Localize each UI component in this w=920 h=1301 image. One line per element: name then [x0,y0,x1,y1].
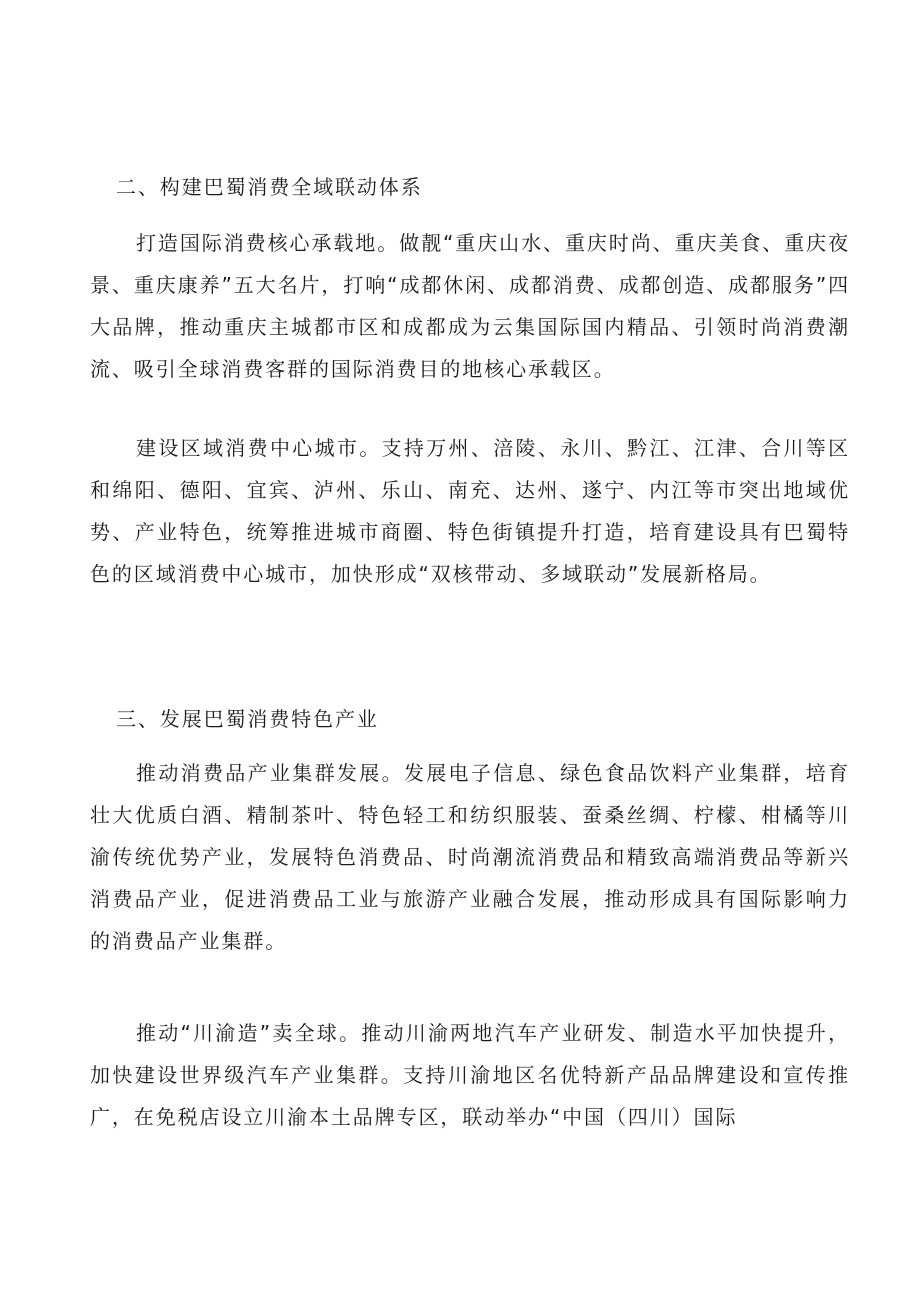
paragraph-consumer-goods-clusters: 推动消费品产业集群发展。发展电子信息、绿色食品饮料产业集群，培育壮大优质白酒、精制茶叶、特色轻工和纺织服装、蚕桑丝绸、柠檬、柑橘等川渝传统优势产业，发展特色消费品、时尚潮流消费品和精致高端消费品等新兴消费品产业，促进消费品工业与旅游产业融合发展，推动形成具有国际影响力的消费品产业集群。 [90,761,850,953]
paragraph-made-in-sichuan-chongqing: 推动“川渝造”卖全球。推动川渝两地汽车产业研发、制造水平加快提升，加快建设世界级汽车产业集群。支持川渝地区名优特新产品品牌建设和宣传推广，在免税店设立川渝本土品牌专区，联动举办“中国（四川）国际 [90,1021,850,1129]
section-heading-2: 二、构建巴蜀消费全域联动体系 [116,175,423,199]
paragraph-regional-consumption-centers: 建设区域消费中心城市。支持万州、涪陵、永川、黔江、江津、合川等区和绵阳、德阳、宜宾、泸州、乐山、南充、达州、遂宁、内江等市突出地域优势、产业特色，统筹推进城市商圈、特色街镇提升打造，培育建设具有巴蜀特色的区域消费中心城市，加快形成“双核带动、多域联动”发展新格局。 [90,436,850,586]
section-heading-3: 三、发展巴蜀消费特色产业 [116,707,379,731]
paragraph-consumption-core-hub: 打造国际消费核心承载地。做靓“重庆山水、重庆时尚、重庆美食、重庆夜景、重庆康养”五大名片，打响“成都休闲、成都消费、成都创造、成都服务”四大品牌，推动重庆主城都市区和成都成为云集国际国内精品、引领时尚消费潮流、吸引全球消费客群的国际消费目的地核心承载区。 [90,231,850,381]
